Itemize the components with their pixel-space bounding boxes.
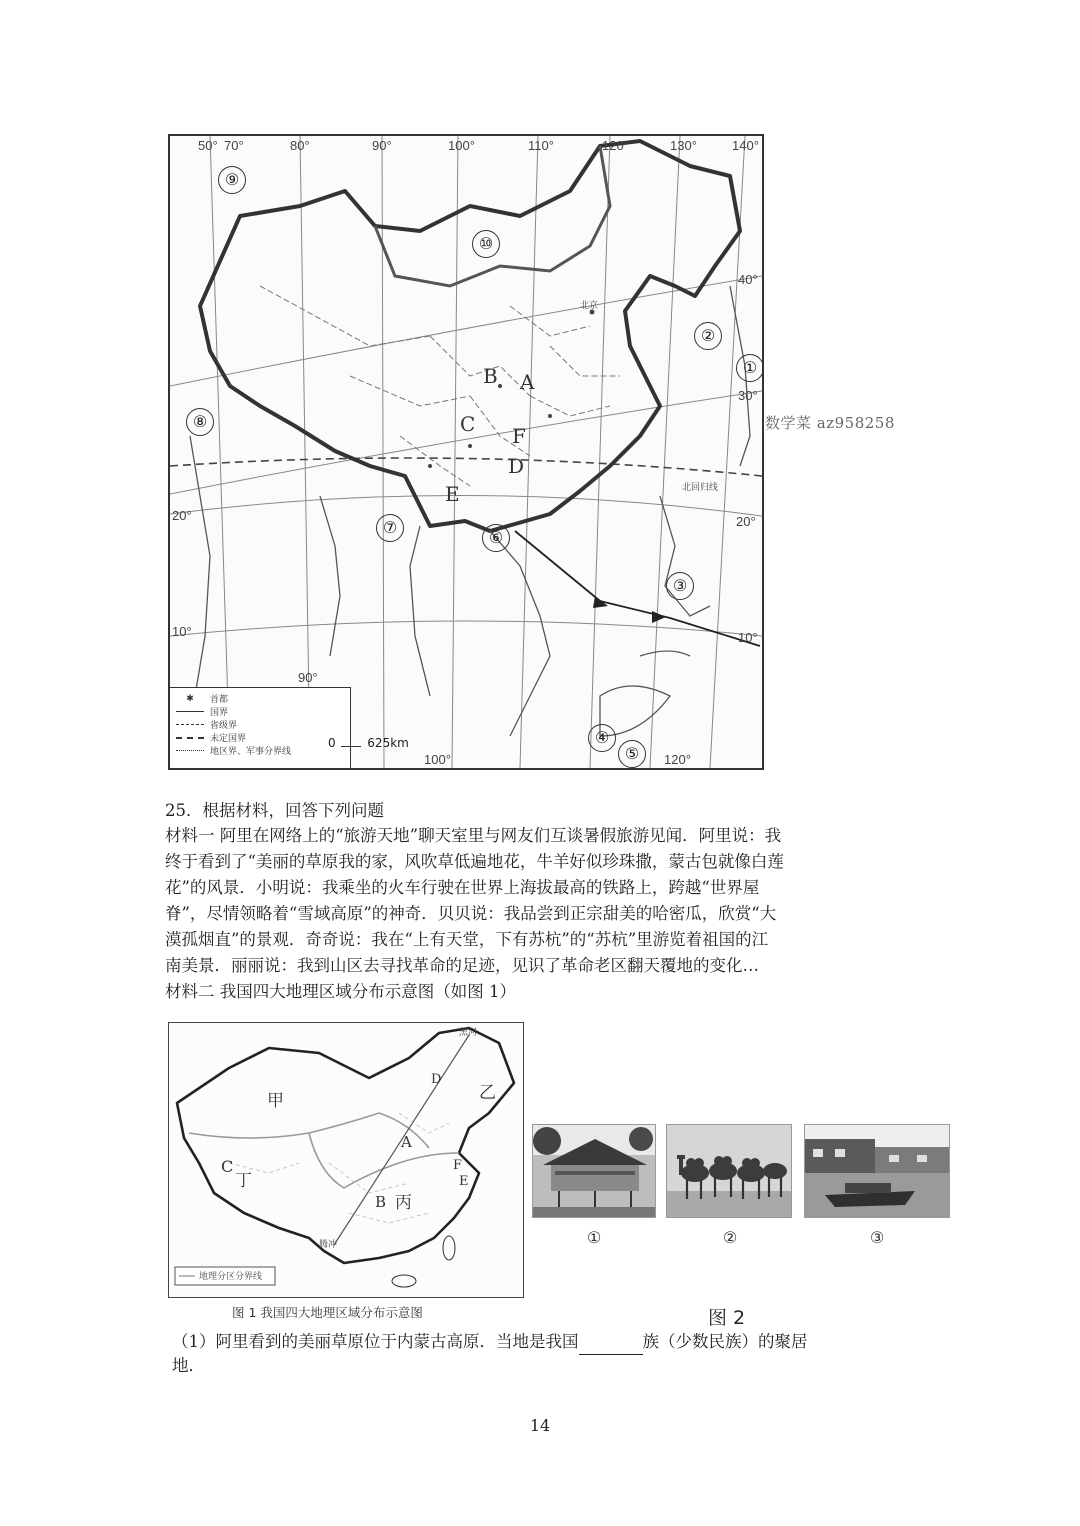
label-a: A xyxy=(401,1133,412,1151)
label-tengchong: 腾冲 xyxy=(319,1239,338,1249)
line-dashed-icon xyxy=(176,724,204,725)
lat-label-10-right: 10° xyxy=(738,630,758,645)
map2-legend: 地理分区分界线 xyxy=(199,1271,263,1281)
region-letter-c: C xyxy=(460,412,476,436)
lat-label-20-right: 20° xyxy=(736,514,756,529)
sub-question-1-line2: 地． xyxy=(172,1356,205,1375)
water-town-image xyxy=(805,1125,950,1218)
label-yi: 乙 xyxy=(479,1083,496,1103)
photo-bamboo-house xyxy=(532,1124,656,1218)
lon-label-100: 100° xyxy=(448,138,475,153)
label-f: F xyxy=(453,1158,463,1173)
scale-zero: 0 xyxy=(328,736,336,750)
label-bing: 丙 xyxy=(395,1193,412,1213)
region-letter-f: F xyxy=(512,424,526,448)
photo-number-3: ③ xyxy=(869,1228,885,1247)
lon-label-90: 90° xyxy=(372,138,392,153)
lon-label-80: 80° xyxy=(290,138,310,153)
material1-line-6: 南美景．丽丽说：我到山区去寻找革命的足迹，见识了革命老区翻天覆地的变化… xyxy=(165,956,759,975)
legend-label: 省级界 xyxy=(210,721,238,731)
lat-label-30: 30° xyxy=(738,388,758,403)
legend-label: 地区界、军事分界线 xyxy=(210,747,292,757)
legend-label: 国界 xyxy=(210,708,229,718)
material1-line-4: 脊”，尽情领略着“雪域高原”的神奇．贝贝说：我品尝到正宗甜美的哈密瓜，欣赏“大 xyxy=(165,904,777,923)
material2-line: 材料二 我国四大地理区域分布示意图（如图 1） xyxy=(165,982,516,1001)
legend-row-capital xyxy=(176,692,228,705)
lat-label-10-left: 10° xyxy=(172,624,192,639)
material1-line-5: 漠孤烟直”的景观．奇奇说：我在“上有天堂，下有苏杭”的“苏杭”里游览着祖国的江 xyxy=(165,930,769,949)
camels-image xyxy=(667,1125,792,1218)
legend-row-undetermined xyxy=(176,731,246,744)
region-letter-d: D xyxy=(508,454,525,478)
region-letter-e: E xyxy=(445,482,460,506)
label-jia: 甲 xyxy=(267,1091,284,1111)
legend-row-province xyxy=(176,718,237,731)
sub-question-1-before: （1）阿里看到的美丽草原位于内蒙古高原．当地是我国 xyxy=(172,1332,579,1351)
region-letter-b: B xyxy=(483,364,498,388)
bottom-label-100: 100° xyxy=(424,752,451,767)
material1-line-2: 终于看到了“美丽的草原我的家，风吹草低遍地花，牛羊好似珍珠撒，蒙古包就像白莲 xyxy=(165,852,784,871)
label-ding: 丁 xyxy=(235,1171,252,1191)
legend-label: 首都 xyxy=(210,695,229,705)
lat-label-20-left: 20° xyxy=(172,508,192,523)
figure2-caption: 图 2 xyxy=(708,1307,746,1329)
line-thick-dashed-icon xyxy=(176,737,204,739)
region-letter-a: A xyxy=(520,370,535,394)
label-b: B xyxy=(375,1193,387,1211)
sub-question-1-after: 族（少数民族）的聚居 xyxy=(642,1332,808,1351)
legend-row-border xyxy=(176,705,228,718)
legend-label: 未定国界 xyxy=(210,734,247,744)
label-e: E xyxy=(459,1174,469,1189)
label-heihe: 黑河 xyxy=(459,1027,478,1037)
circled-10: ⑩ xyxy=(472,230,500,258)
circled-2: ② xyxy=(694,322,722,350)
circled-4: ④ xyxy=(588,724,616,752)
map-legend xyxy=(170,687,351,768)
line-dotted-icon xyxy=(176,750,204,751)
capital-symbol-icon: ✱ xyxy=(186,693,194,704)
bottom-label-120: 120° xyxy=(664,752,691,767)
scale-bar xyxy=(328,736,409,750)
watermark-text: 数学菜 az958258 xyxy=(765,414,895,432)
circled-9: ⑨ xyxy=(218,166,246,194)
lon-label-120: 120° xyxy=(602,138,629,153)
photo-camels xyxy=(666,1124,792,1218)
circled-6: ⑥ xyxy=(482,524,510,552)
page-number: 14 xyxy=(529,1416,551,1435)
legend-row-region xyxy=(176,744,291,757)
figure1-caption: 图 1 我国四大地理区域分布示意图 xyxy=(232,1305,423,1320)
photo-water-town xyxy=(804,1124,950,1218)
circled-3: ③ xyxy=(666,572,694,600)
scale-value: 625km xyxy=(367,736,409,750)
lon-label-130: 130° xyxy=(670,138,697,153)
label-c: C xyxy=(221,1157,234,1176)
asia-map-drawing xyxy=(170,136,762,768)
circled-8: ⑧ xyxy=(186,408,214,436)
lon-label-110: 110° xyxy=(528,138,554,153)
lon-label-140: 140° xyxy=(732,138,759,153)
circled-1: ① xyxy=(736,354,764,382)
answer-blank[interactable] xyxy=(579,1337,643,1355)
label-d: D xyxy=(431,1072,442,1087)
bamboo-house-image xyxy=(533,1125,656,1218)
bottom-label-90: 90° xyxy=(298,670,318,685)
circled-7: ⑦ xyxy=(376,514,404,542)
photo-number-1: ① xyxy=(586,1228,602,1247)
line-solid-icon xyxy=(176,711,204,712)
china-regions-map xyxy=(168,1022,524,1298)
tropic-label: 北回归线 xyxy=(682,482,719,492)
material1-line-3: 花”的风景．小明说：我乘坐的火车行驶在世界上海拔最高的铁路上，跨越“世界屋 xyxy=(165,878,760,897)
material1-line-1: 材料一 阿里在网络上的“旅游天地”聊天室里与网友们互谈暑假旅游见闻．阿里说：我 xyxy=(165,826,782,845)
asia-map xyxy=(168,134,764,770)
capital-label: 北京 xyxy=(580,300,599,310)
circled-5: ⑤ xyxy=(618,740,646,768)
lon-label-50: 50° xyxy=(198,138,218,153)
sub-question-1 xyxy=(172,1328,924,1355)
lat-label-40: 40° xyxy=(738,272,758,287)
lon-label-70: 70° xyxy=(224,138,244,153)
question-title: 25．根据材料，回答下列问题 xyxy=(165,801,384,820)
photo-number-2: ② xyxy=(722,1228,738,1247)
